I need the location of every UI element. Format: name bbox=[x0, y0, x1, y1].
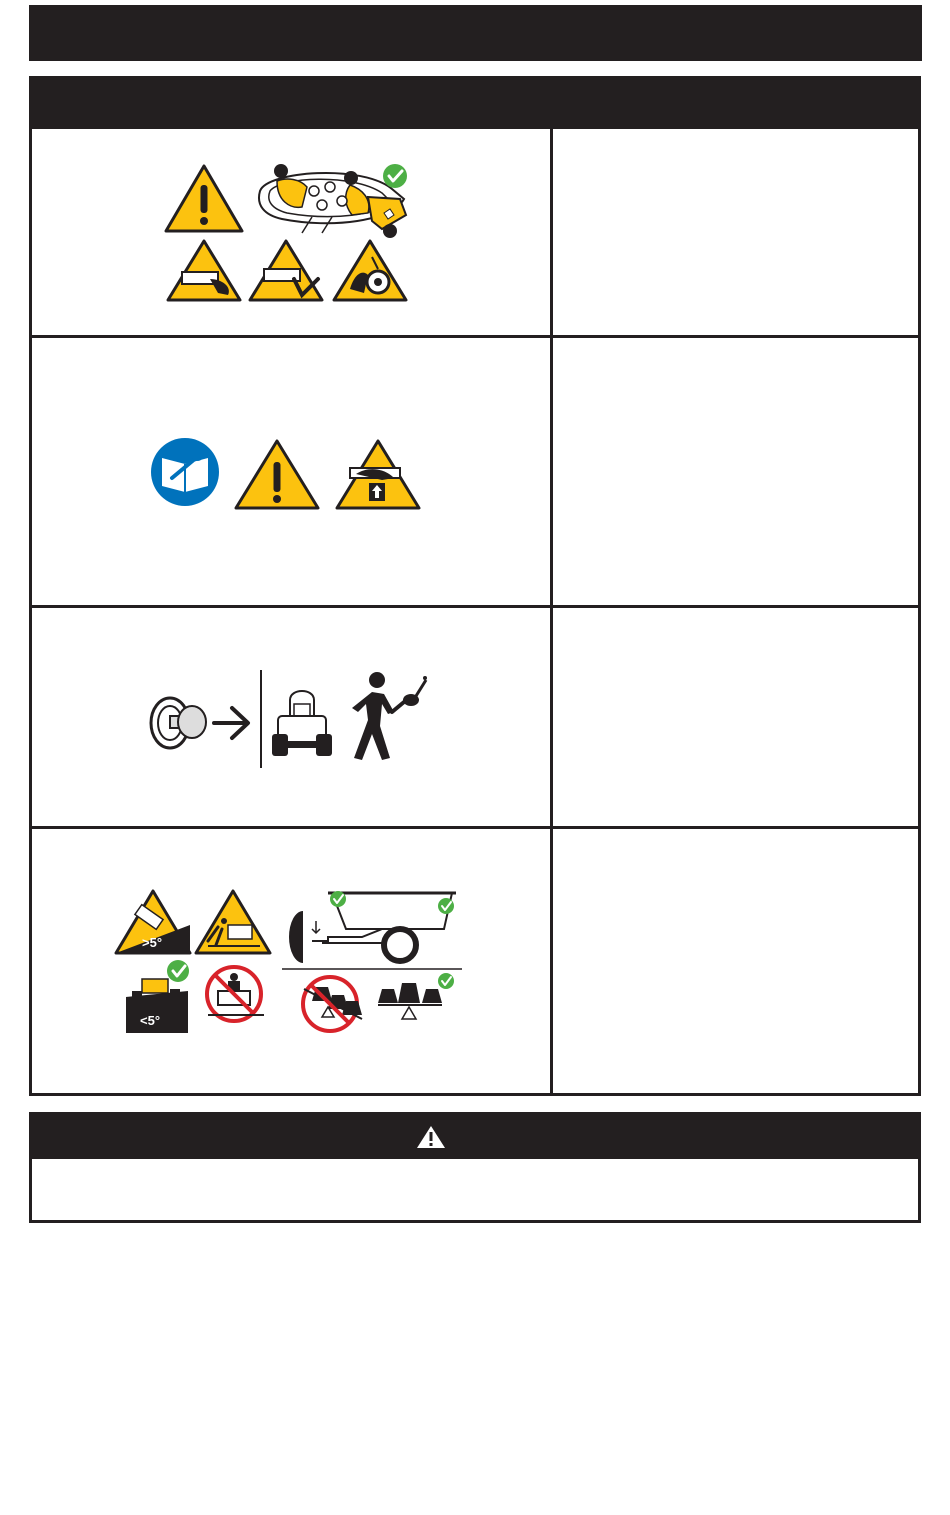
key-removal-symbols bbox=[32, 608, 550, 826]
check-icon bbox=[383, 164, 407, 188]
symbol-cell bbox=[32, 829, 550, 1096]
table-row bbox=[32, 605, 918, 826]
table-row bbox=[32, 335, 918, 605]
safety-label-table bbox=[29, 76, 921, 1096]
table-row bbox=[32, 826, 918, 1096]
person-walking-with-key-icon bbox=[352, 672, 427, 760]
text-cell bbox=[550, 129, 918, 335]
entanglement-icon bbox=[334, 241, 406, 300]
warning-triangle-icon bbox=[416, 1125, 446, 1149]
read-manual-icon bbox=[151, 438, 219, 506]
check-icon bbox=[438, 898, 454, 914]
warning-header-bar bbox=[32, 1115, 918, 1159]
slope-under-label: <5° bbox=[140, 1013, 161, 1028]
warning-triangle-icon bbox=[236, 441, 318, 508]
symbol-cell bbox=[32, 129, 550, 335]
key-ignition-icon bbox=[151, 698, 248, 748]
hitch-cart-diagram bbox=[282, 893, 462, 969]
tipping-cart-icon bbox=[196, 891, 270, 953]
check-icon bbox=[167, 960, 189, 982]
hand-crush-icon bbox=[168, 241, 240, 300]
page-header-bar bbox=[29, 5, 922, 61]
slope-over-label: >5° bbox=[142, 935, 163, 950]
text-cell bbox=[550, 829, 918, 1096]
towing-hazard-symbols bbox=[32, 829, 550, 1096]
level-cart-icon bbox=[126, 979, 188, 1033]
no-unbalanced-load-icon bbox=[303, 977, 362, 1031]
hand-pinch-icon bbox=[250, 241, 322, 300]
text-cell bbox=[550, 608, 918, 826]
warning-triangle-icon bbox=[166, 166, 242, 231]
text-cell bbox=[550, 338, 918, 605]
hand-crush-from-above-icon bbox=[337, 441, 419, 508]
warning-box bbox=[29, 1112, 921, 1223]
symbol-cell bbox=[32, 608, 550, 826]
table-row bbox=[32, 126, 918, 335]
symbol-cell bbox=[32, 338, 550, 605]
table-header-bar bbox=[32, 79, 918, 126]
maintenance-hazard-symbols bbox=[32, 338, 550, 605]
balanced-load-icon bbox=[378, 983, 442, 1019]
mower-icon bbox=[272, 691, 332, 756]
check-icon bbox=[330, 891, 346, 907]
check-icon bbox=[438, 973, 454, 989]
belt-hazard-symbols bbox=[32, 129, 550, 335]
slope-tip-over-icon bbox=[116, 891, 190, 953]
no-rider-icon bbox=[207, 967, 264, 1021]
